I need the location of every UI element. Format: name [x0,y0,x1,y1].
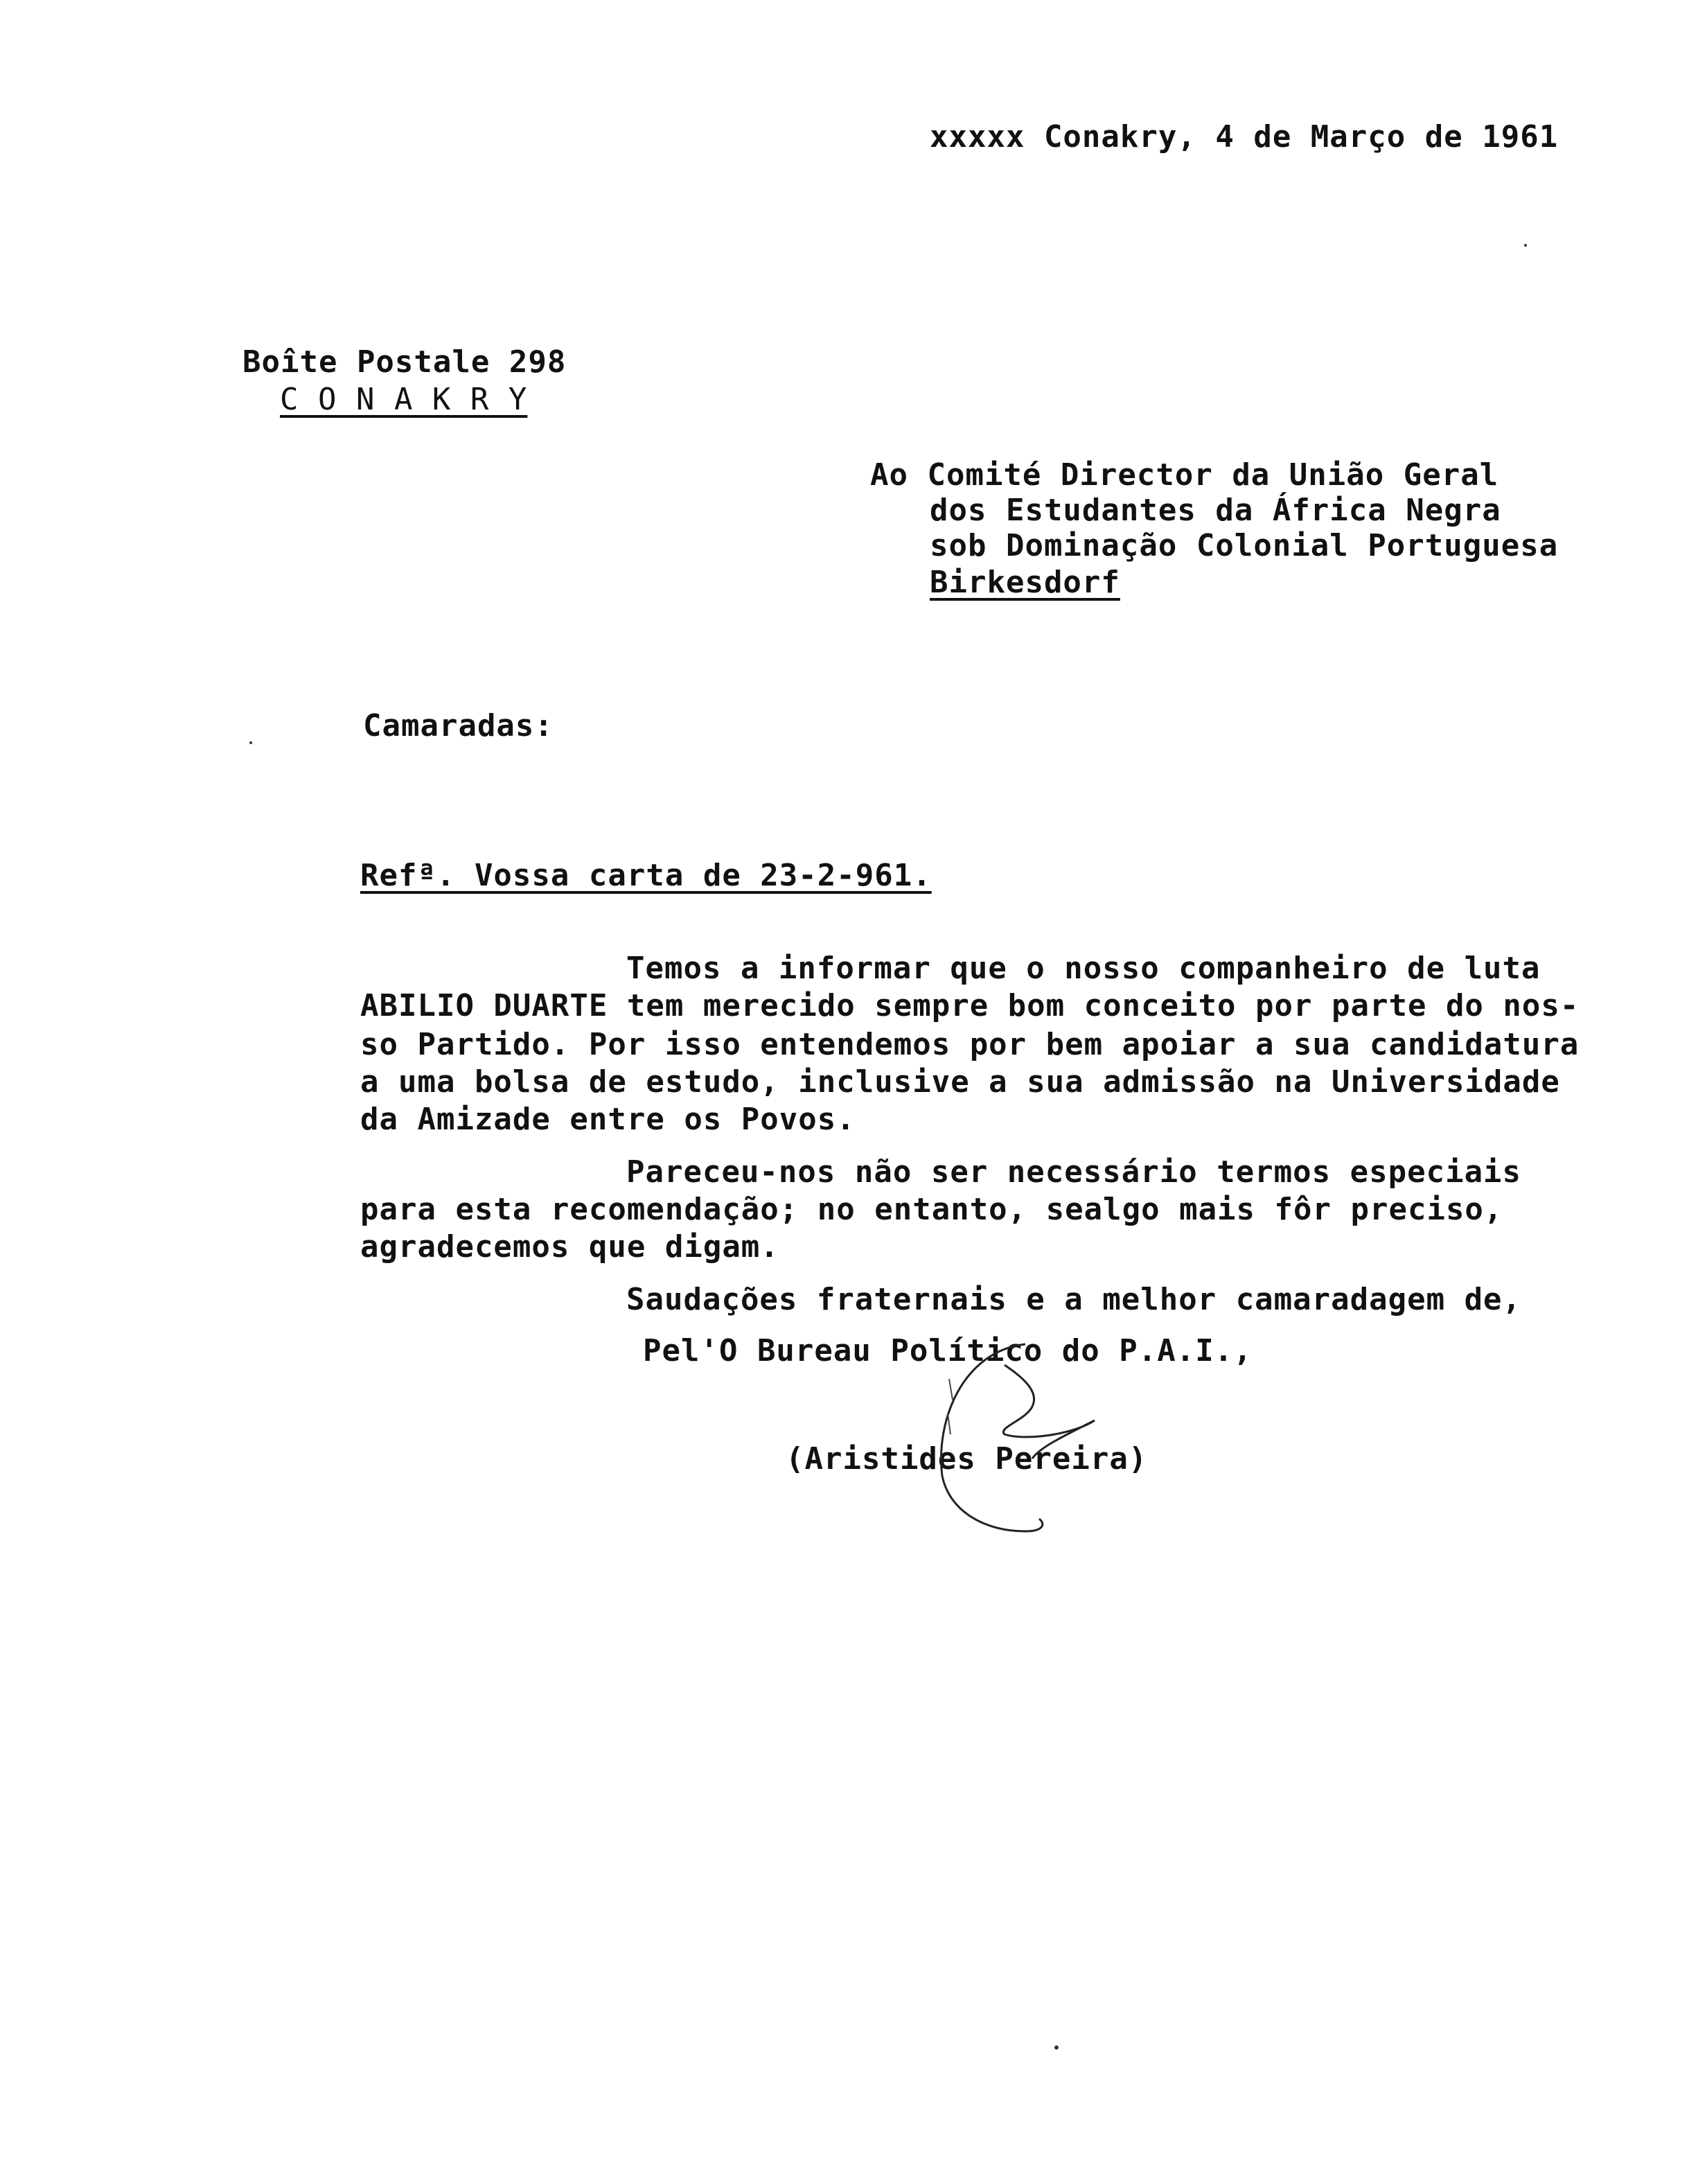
body-line: Temos a informar que o nosso companheiro de luta [626,951,1541,986]
body-line: para esta recomendação; no entanto, sealgo mais fôr preciso, [360,1192,1503,1227]
closing-org: Pel'O Bureau Político do P.A.I., [643,1333,1253,1368]
date-line: xxxxx Conakry, 4 de Março de 1961 [930,119,1559,155]
paper-speck [1054,2045,1059,2050]
recipient-line-4: Birkesdorf [930,565,1120,600]
recipient-line-3: sob Dominação Colonial Portuguesa [930,528,1559,563]
recipient-line-1: Ao Comité Director da União Geral [870,457,1499,493]
body-line: Pareceu-nos não ser necessário termos especiais [626,1154,1522,1190]
sender-city-line: C O N A K R Y [280,382,528,417]
salutation: Camaradas: [363,708,554,743]
body-line: a uma bolsa de estudo, inclusive a sua admissão na Universidade [360,1064,1560,1100]
sender-box-line: Boîte Postale 298 [242,344,567,380]
paper-speck [249,741,252,744]
reference-line: Refª. Vossa carta de 23-2-961. [360,858,932,893]
body-line: da Amizade entre os Povos. [360,1102,856,1137]
closing-greeting: Saudações fraternais e a melhor camaradagem de, [626,1282,1522,1317]
body-line: so Partido. Por isso entendemos por bem apoiar a sua candidatura [360,1027,1580,1062]
recipient-line-2: dos Estudantes da África Negra [930,493,1501,528]
body-line: agradecemos que digam. [360,1229,779,1265]
handwritten-signature [921,1337,1102,1538]
paper-speck [1524,244,1527,247]
body-line: ABILIO DUARTE tem merecido sempre bom conceito por parte do nos- [360,988,1580,1023]
signatory-name: (Aristides Pereira) [786,1441,1148,1477]
